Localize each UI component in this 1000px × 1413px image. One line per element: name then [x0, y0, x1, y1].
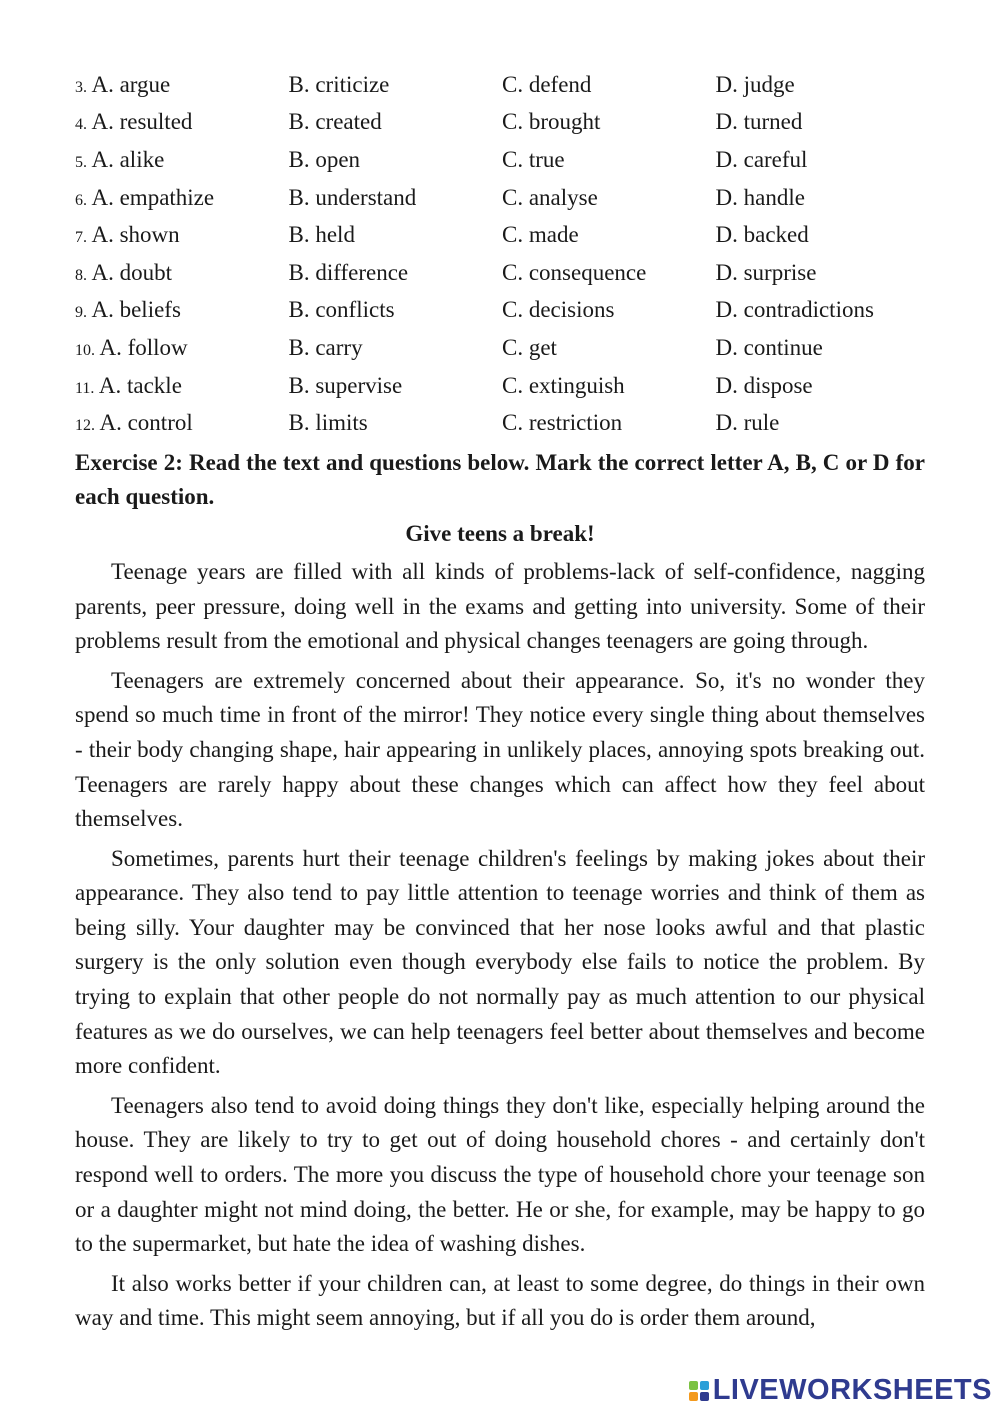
question-number: 5.: [75, 153, 87, 171]
option-d: D. surprise: [715, 259, 817, 285]
option-c: C. true: [502, 146, 565, 172]
option-b: B. created: [288, 109, 382, 135]
option-d: D. dispose: [715, 372, 813, 398]
option-c: C. analyse: [502, 184, 598, 210]
question-number: 4.: [75, 116, 87, 134]
question-row: [75, 292, 925, 330]
option-c: C. defend: [502, 71, 592, 97]
question-number: 3.: [75, 78, 87, 96]
liveworksheets-logo-icon: [689, 1381, 709, 1401]
option-a-text: A. doubt: [91, 259, 172, 285]
question-row: [75, 254, 925, 292]
option-c: C. brought: [502, 109, 601, 135]
option-a-text: A. shown: [91, 222, 180, 248]
option-c: C. get: [502, 334, 557, 360]
option-a-text: A. follow: [99, 334, 188, 360]
passage-paragraph: Teenage years are filled with all kinds of problems-lack of self-confidence, nagging parents, peer pressure, doing well in the exams and getting into university. Some of their problems result from the emotional and physical changes teenagers are going through.: [75, 558, 925, 654]
question-number: 9.: [75, 304, 87, 322]
passage-paragraph: Teenagers also tend to avoid doing things they don't like, especially helping around the house. They are likely to try to get out of doing household chores - and certainly don't respond well to orders. The more you discuss the type of household chore your teenage son or a daughter might not mind doing, the better. He or she, for example, may be happy to go to the supermarket, but hate the idea of washing dishes.: [75, 1092, 925, 1257]
option-a-text: A. alike: [91, 146, 165, 172]
question-list: [75, 66, 925, 442]
option-b: B. criticize: [288, 71, 390, 97]
option-c: C. restriction: [502, 410, 623, 436]
option-d: D. turned: [715, 109, 803, 135]
exercise-2-instruction: Exercise 2: Read the text and questions below. Mark the correct letter A, B, C or D for each question.: [75, 449, 925, 509]
option-b: B. supervise: [288, 372, 403, 398]
question-number: 12.: [75, 417, 95, 435]
option-d: D. contradictions: [715, 297, 874, 323]
passage-paragraph: Sometimes, parents hurt their teenage children's feelings by making jokes about their appearance. They also tend to pay little attention to teenage worries and think of them as being silly. Your daughter may be convinced that her nose looks awful and that plastic surgery is the only solution even though everybody else fails to notice the problem. By trying to explain that other people do not normally pay as much attention to our physical features as we do ourselves, we can help teenagers feel better about themselves and become more confident.: [75, 845, 925, 1079]
question-number: 8.: [75, 266, 87, 284]
passage-paragraph: Teenagers are extremely concerned about their appearance. So, it's no wonder they spend so much time in front of the mirror! They notice every single thing about themselves - their body changing shape, hair appearing in unlikely places, annoying spots breaking out. Teenagers are rarely happy about these changes which can affect how they feel about themselves.: [75, 667, 925, 832]
logo-text: LIVEWORKSHEETS: [712, 1374, 992, 1406]
option-a: [75, 410, 289, 436]
option-d: D. handle: [715, 184, 805, 210]
question-row: [75, 141, 925, 179]
option-c: C. consequence: [502, 259, 647, 285]
option-a: [75, 335, 289, 361]
option-a-text: A. resulted: [91, 109, 193, 135]
option-a-text: A. control: [99, 410, 193, 436]
option-a: [75, 222, 289, 248]
question-row: [75, 216, 925, 254]
question-number: 11.: [75, 379, 95, 397]
option-d: D. judge: [715, 71, 795, 97]
liveworksheets-logo[interactable]: [689, 1374, 992, 1407]
option-c: C. decisions: [502, 297, 615, 323]
option-b: B. held: [288, 222, 355, 248]
option-a-text: A. tackle: [98, 372, 182, 398]
option-a: [75, 185, 289, 211]
option-a: [75, 297, 289, 323]
question-row: [75, 329, 925, 367]
option-b: B. difference: [288, 259, 409, 285]
option-b: B. carry: [288, 334, 363, 360]
worksheet-page: [75, 66, 925, 1336]
option-a: [75, 147, 289, 173]
passage-paragraph: It also works better if your children can, at least to some degree, do things in their own way and time. This might seem annoying, but if all you do is order them around,: [75, 1270, 925, 1331]
option-b: B. conflicts: [288, 297, 395, 323]
passage-title: Give teens a break!: [405, 520, 595, 546]
option-b: B. understand: [288, 184, 417, 210]
question-row: [75, 104, 925, 142]
option-a: [75, 260, 289, 286]
option-d: D. backed: [715, 222, 809, 248]
option-b: B. limits: [288, 410, 368, 436]
question-row: [75, 367, 925, 405]
option-c: C. extinguish: [502, 372, 625, 398]
question-row: [75, 66, 925, 104]
option-a-text: A. empathize: [91, 184, 215, 210]
question-number: 7.: [75, 229, 87, 247]
option-d: D. continue: [715, 334, 823, 360]
option-a: [75, 373, 289, 399]
option-d: D. careful: [715, 146, 808, 172]
option-a: [75, 109, 289, 135]
option-a-text: A. beliefs: [91, 297, 181, 323]
option-c: C. made: [502, 222, 579, 248]
question-row: [75, 404, 925, 442]
option-b: B. open: [288, 146, 361, 172]
option-d: D. rule: [715, 410, 780, 436]
option-a-text: A. argue: [91, 71, 171, 97]
question-row: [75, 179, 925, 217]
question-number: 10.: [75, 341, 95, 359]
option-a: [75, 72, 289, 98]
question-number: 6.: [75, 191, 87, 209]
